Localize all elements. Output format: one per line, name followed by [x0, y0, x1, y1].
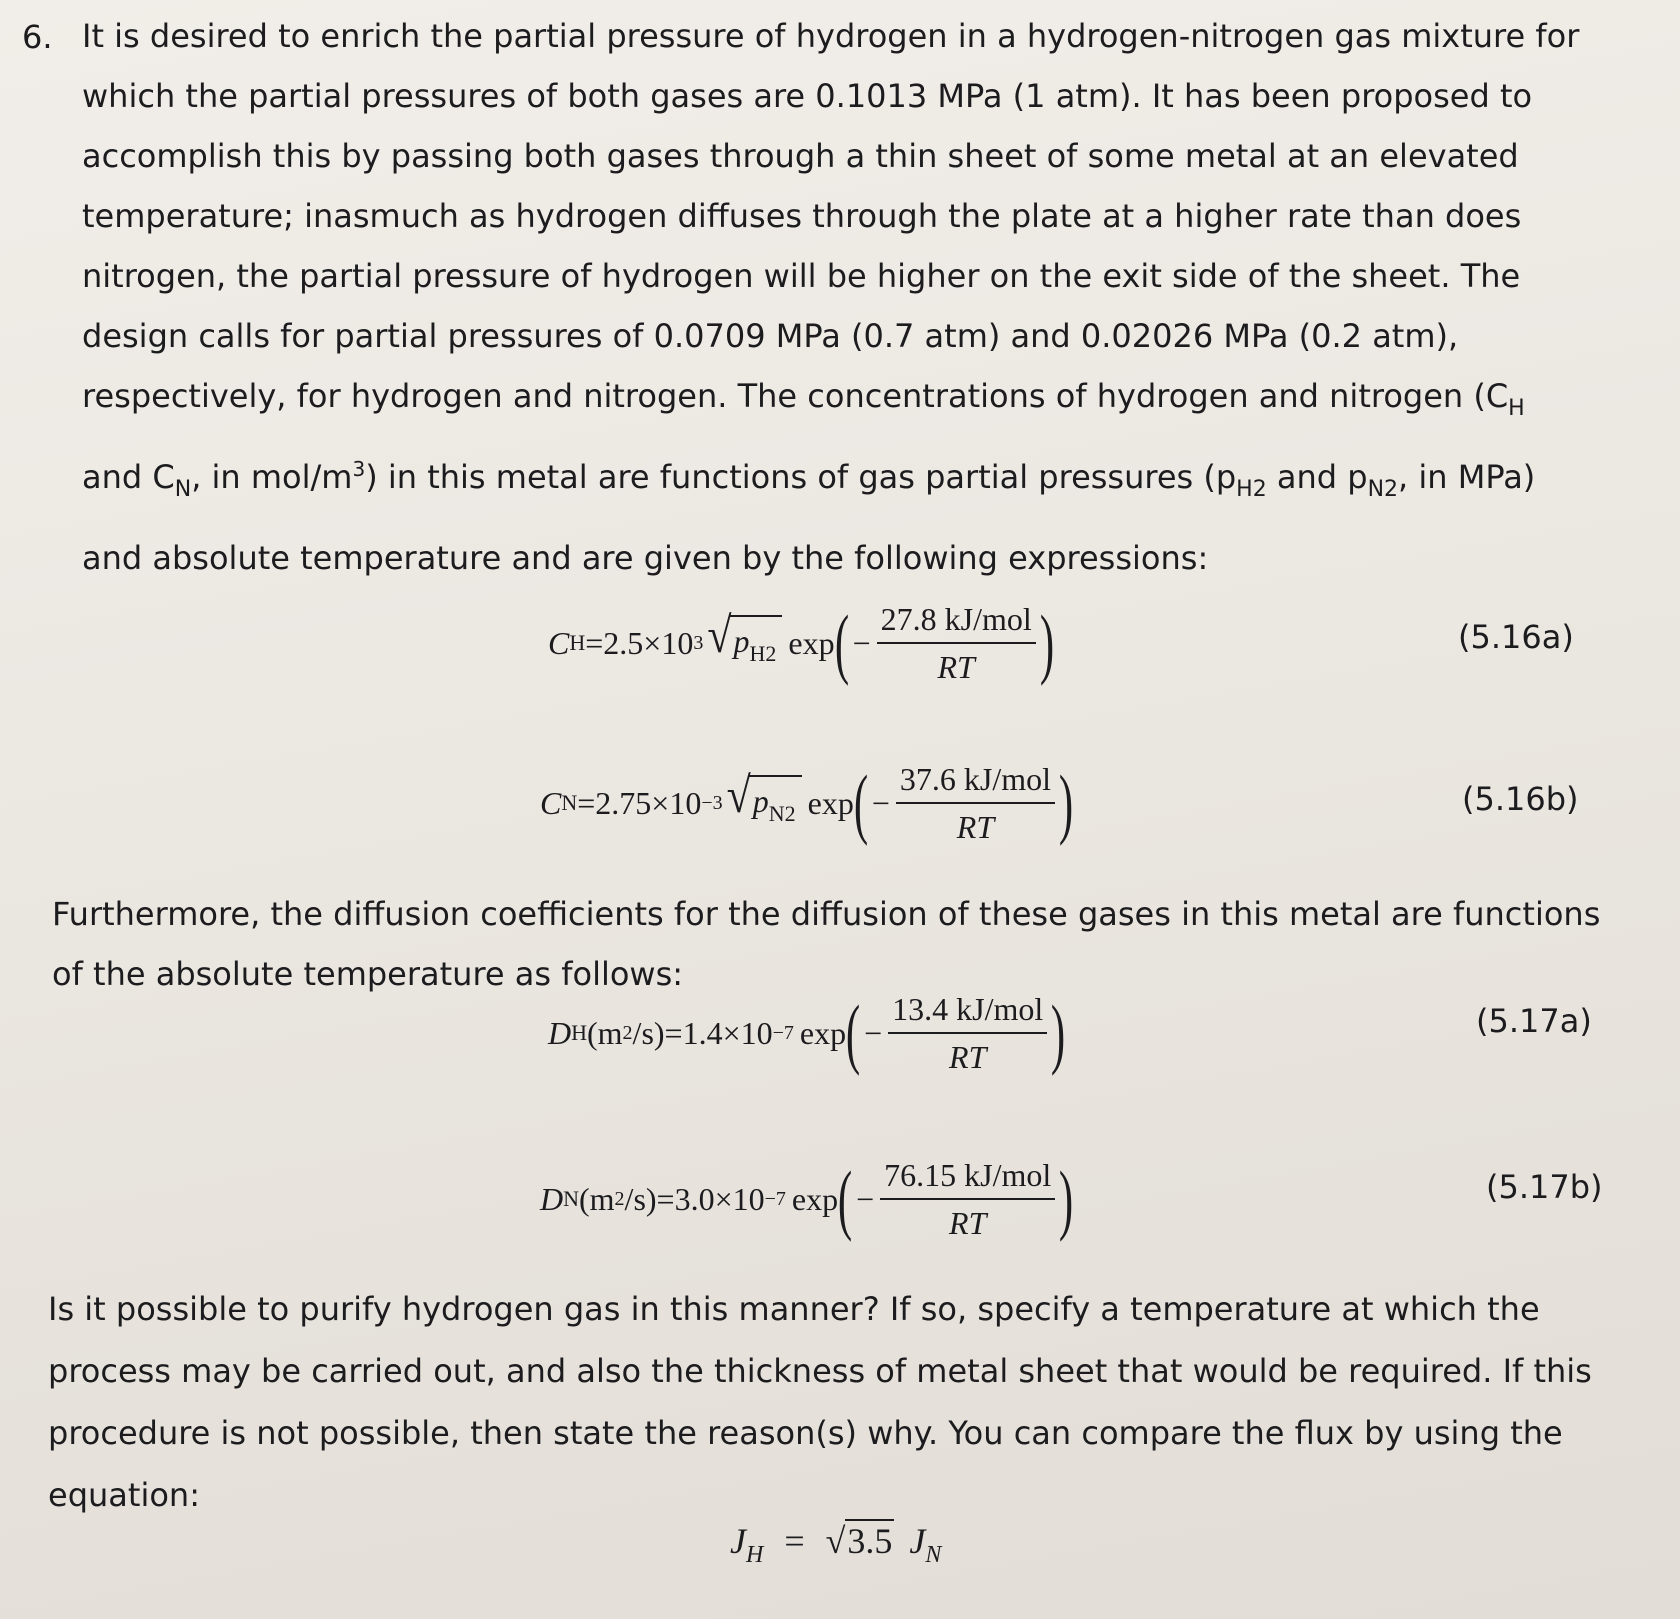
- eq-lhs-sub: N: [561, 790, 578, 815]
- eq-p: p: [752, 782, 769, 819]
- paren-right: ): [1051, 989, 1066, 1076]
- sqrt-sign: √ $p_{H2}$: [707, 615, 782, 672]
- subscript: N: [174, 477, 192, 502]
- eq-p-sub2: 2: [784, 800, 796, 826]
- intro-paragraph: [82, 6, 1579, 588]
- eq-p: p: [733, 622, 750, 659]
- eq-coefficient: =2.5×10: [585, 624, 694, 661]
- text-run: and C: [82, 458, 175, 496]
- equation-label: (5.17b): [1486, 1168, 1603, 1206]
- subscript: [1236, 477, 1267, 502]
- subscript: H: [1508, 396, 1525, 421]
- text-run: , in MPa): [1398, 458, 1536, 496]
- equation-label: (5.16a): [1458, 618, 1574, 656]
- equation-5-17b: [540, 1155, 1074, 1242]
- eq-p-sub: H: [749, 640, 766, 666]
- fraction: [877, 602, 1036, 684]
- sqrt-sign: √ $p_{N2}$: [727, 775, 802, 832]
- middle-line: Furthermore, the diffusion coefficients for the diffusion of these gases in this metal are functions: [52, 895, 1601, 933]
- intro-line: which the partial pressures of both gases are 0.1013 MPa (1 atm). It has been proposed to: [82, 77, 1533, 115]
- eq-unit: (m: [579, 1180, 615, 1217]
- eq-exp: exp: [799, 1014, 847, 1051]
- flux-lhs: J: [730, 1521, 746, 1561]
- eq-coefficient: =2.75×10: [577, 784, 702, 821]
- eq-p-sub2: 2: [765, 640, 777, 666]
- fraction-numerator: 27.8 kJ/mol: [877, 602, 1036, 644]
- closing-line: process may be carried out, and also the thickness of metal sheet that would be required. If this: [48, 1352, 1592, 1390]
- intro-line: It is desired to enrich the partial pressure of hydrogen in a hydrogen-nitrogen gas mixture for: [82, 17, 1580, 55]
- eq-coefficient: =1.4×10: [664, 1014, 773, 1051]
- equals-sign: =: [784, 1521, 805, 1561]
- fraction: [888, 992, 1047, 1074]
- flux-lhs-sub: H: [745, 1542, 764, 1568]
- text-run: ) in this metal are functions of gas partial pressures (p: [365, 458, 1237, 496]
- paren-left: (: [853, 759, 868, 846]
- eq-lhs-sub: H: [571, 1020, 587, 1045]
- fraction: [880, 1158, 1055, 1240]
- eq-exp: exp: [791, 1180, 839, 1217]
- eq-coefficient: =3.0×10: [656, 1180, 765, 1217]
- superscript: 3: [352, 457, 366, 481]
- intro-line: temperature; inasmuch as hydrogen diffuses through the plate at a higher rate than does: [82, 197, 1522, 235]
- intro-line: and absolute temperature and are given by the following expressions:: [82, 539, 1209, 577]
- paren-left: (: [837, 1155, 853, 1242]
- intro-line-7: [82, 366, 1579, 439]
- minus-sign: −: [871, 784, 890, 821]
- eq-unit-sup: 2: [614, 1187, 625, 1210]
- subscript-letter: N: [1367, 477, 1385, 502]
- paren-right: ): [1059, 1155, 1074, 1242]
- fraction-numerator: 76.15 kJ/mol: [880, 1158, 1055, 1200]
- text-run: , in mol/m: [191, 458, 353, 496]
- eq-unit: /s): [632, 1014, 665, 1051]
- flux-rhs-sub: N: [925, 1542, 942, 1568]
- fraction-denominator: RT: [949, 1205, 987, 1241]
- equation-label: (5.16b): [1462, 780, 1579, 818]
- flux-equation: [730, 1520, 941, 1569]
- fraction-denominator: RT: [937, 649, 975, 685]
- middle-line: of the absolute temperature as follows:: [52, 955, 684, 993]
- flux-ratio-value: 3.5: [847, 1521, 893, 1561]
- eq-lhs: D: [548, 1014, 572, 1051]
- eq-exponent: −3: [701, 791, 723, 814]
- eq-lhs-sub: N: [563, 1186, 579, 1211]
- subscript-number: 2: [1252, 477, 1267, 502]
- text-run: and p: [1266, 458, 1368, 496]
- subscript-letter: H: [1236, 477, 1253, 502]
- intro-line-text: respectively, for hydrogen and nitrogen. The concentrations of hydrogen and nitrogen (C: [82, 377, 1509, 415]
- fraction-numerator: 13.4 kJ/mol: [888, 992, 1047, 1034]
- subscript: [1368, 477, 1398, 502]
- eq-p-sub: N: [768, 800, 785, 826]
- equation-label: (5.17a): [1476, 1002, 1592, 1040]
- paren-right: ): [1058, 759, 1074, 846]
- eq-exp: exp: [788, 624, 835, 661]
- minus-sign: −: [852, 624, 871, 661]
- subscript-number: 2: [1384, 477, 1399, 502]
- fraction: [896, 762, 1055, 844]
- equation-5-16b: [540, 759, 1074, 846]
- closing-line: Is it possible to purify hydrogen gas in this manner? If so, specify a temperature at which the: [48, 1290, 1540, 1328]
- eq-exponent: 3: [693, 631, 704, 654]
- equation-5-17a: [548, 989, 1066, 1076]
- intro-line-8: [82, 439, 1579, 520]
- minus-sign: −: [856, 1180, 875, 1217]
- closing-line: procedure is not possible, then state the reason(s) why. You can compare the flux by using the: [48, 1414, 1563, 1452]
- eq-lhs-sub: H: [569, 630, 586, 655]
- fraction-denominator: RT: [956, 809, 995, 845]
- flux-rhs: J: [909, 1521, 926, 1561]
- closing-paragraph: [48, 1278, 1592, 1526]
- eq-unit: (m: [587, 1014, 623, 1051]
- minus-sign: −: [864, 1014, 883, 1051]
- paren-left: (: [845, 989, 861, 1076]
- eq-exponent: −7: [764, 1187, 786, 1210]
- eq-exp: exp: [807, 784, 854, 821]
- eq-unit-sup: 2: [622, 1021, 633, 1044]
- eq-unit: /s): [624, 1180, 657, 1217]
- equation-5-16a: [548, 599, 1054, 686]
- eq-lhs: D: [540, 1180, 564, 1217]
- sqrt-sign: √: [825, 1521, 846, 1561]
- intro-line: accomplish this by passing both gases through a thin sheet of some metal at an elevated: [82, 137, 1519, 175]
- intro-line: design calls for partial pressures of 0.0709 MPa (0.7 atm) and 0.02026 MPa (0.2 atm),: [82, 317, 1459, 355]
- intro-line: nitrogen, the partial pressure of hydrogen will be higher on the exit side of the sheet. The: [82, 257, 1521, 295]
- eq-lhs: C: [540, 784, 562, 821]
- question-number: 6.: [22, 18, 53, 56]
- fraction-numerator: 37.6 kJ/mol: [896, 762, 1055, 804]
- paren-left: (: [834, 599, 849, 686]
- fraction-denominator: RT: [949, 1039, 987, 1075]
- paren-right: ): [1039, 599, 1054, 686]
- closing-line: equation:: [48, 1476, 200, 1514]
- middle-paragraph: [52, 884, 1600, 1004]
- eq-lhs: C: [548, 624, 570, 661]
- eq-exponent: −7: [772, 1021, 794, 1044]
